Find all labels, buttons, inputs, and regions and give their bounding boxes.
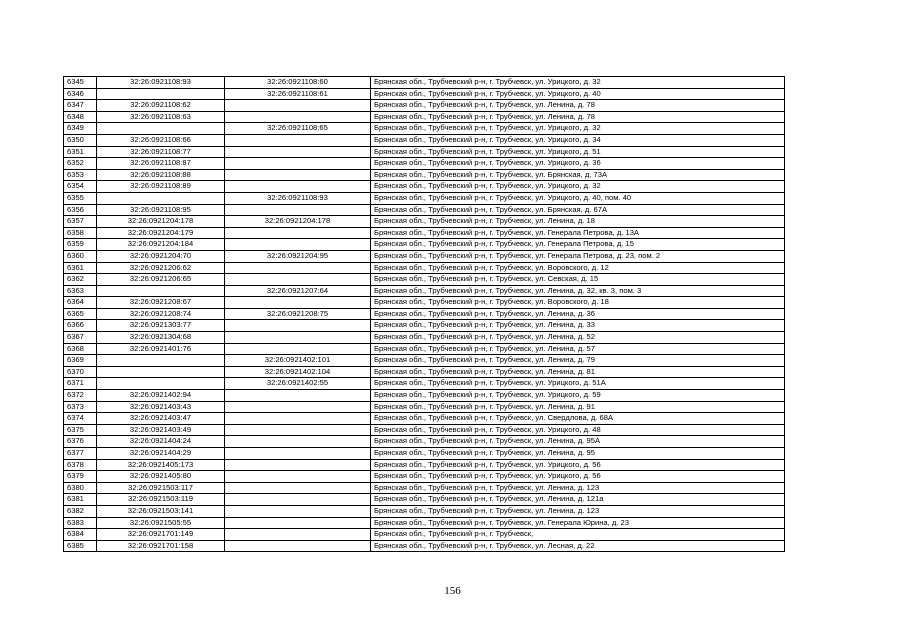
row-number-cell: 6362 [64,274,97,286]
address-cell: Брянская обл., Трубчевский р-н, г. Трубчевск, ул. Ленина, д. 123 [371,505,785,517]
row-number-cell: 6385 [64,540,97,552]
address-cell: Брянская обл., Трубчевский р-н, г. Трубчевск, ул. Генерала Петрова, д. 23, пом. 2 [371,250,785,262]
table-row [64,181,785,193]
table-row [64,401,785,413]
cadastral-table-body [64,77,785,552]
table-row [64,343,785,355]
address-cell: Брянская обл., Трубчевский р-н, г. Трубчевск, ул. Брянская, д. 67А [371,204,785,216]
table-row [64,274,785,286]
row-number-cell: 6345 [64,77,97,89]
page-number: 156 [444,585,461,597]
row-number-cell: 6347 [64,100,97,112]
address-cell: Брянская обл., Трубчевский р-н, г. Трубчевск, ул. Ленина, д. 18 [371,216,785,228]
cadastral-number-cell [225,448,371,460]
cadastral-number-cell [225,401,371,413]
address-cell: Брянская обл., Трубчевский р-н, г. Трубчевск, ул. Ленина, д. 78 [371,100,785,112]
table-row [64,390,785,402]
cadastral-number-cell: 32:26:0921404:24 [97,436,225,448]
cadastral-number-cell [225,505,371,517]
row-number-cell: 6358 [64,227,97,239]
table-row [64,332,785,344]
cadastral-number-cell: 32:26:0921405:173 [97,459,225,471]
address-cell: Брянская обл., Трубчевский р-н, г. Трубчевск, ул. Севская, д. 15 [371,274,785,286]
cadastral-number-cell: 32:26:0921402:55 [225,378,371,390]
row-number-cell: 6359 [64,239,97,251]
table-row [64,77,785,89]
cadastral-number-cell [225,134,371,146]
table-row [64,285,785,297]
cadastral-number-cell: 32:26:0921208:74 [97,308,225,320]
cadastral-number-cell [225,517,371,529]
cadastral-number-cell: 32:26:0921208:75 [225,308,371,320]
table-row [64,111,785,123]
row-number-cell: 6361 [64,262,97,274]
cadastral-number-cell: 32:26:0921204:70 [97,250,225,262]
table-row [64,308,785,320]
row-number-cell: 6372 [64,390,97,402]
table-row [64,482,785,494]
row-number-cell: 6355 [64,192,97,204]
cadastral-number-cell: 32:26:0921108:66 [97,134,225,146]
cadastral-number-cell [225,158,371,170]
address-cell: Брянская обл., Трубчевский р-н, г. Трубчевск, ул. Урицкого, д. 40, пом. 40 [371,192,785,204]
cadastral-number-cell [225,332,371,344]
cadastral-number-cell [225,262,371,274]
cadastral-number-cell: 32:26:0921108:87 [97,158,225,170]
row-number-cell: 6380 [64,482,97,494]
table-row [64,297,785,309]
table-row [64,123,785,135]
address-cell: Брянская обл., Трубчевский р-н, г. Трубчевск, ул. Урицкого, д. 51А [371,378,785,390]
row-number-cell: 6369 [64,355,97,367]
row-number-cell: 6377 [64,448,97,460]
row-number-cell: 6346 [64,88,97,100]
cadastral-number-cell [225,239,371,251]
row-number-cell: 6356 [64,204,97,216]
table-row [64,424,785,436]
address-cell: Брянская обл., Трубчевский р-н, г. Трубчевск, ул. Брянская, д. 73А [371,169,785,181]
address-cell: Брянская обл., Трубчевский р-н, г. Трубчевск, ул. Воровского, д. 12 [371,262,785,274]
cadastral-number-cell [225,540,371,552]
cadastral-number-cell: 32:26:0921403:43 [97,401,225,413]
address-cell: Брянская обл., Трубчевский р-н, г. Трубчевск, ул. Ленина, д. 121а [371,494,785,506]
address-cell: Брянская обл., Трубчевский р-н, г. Трубчевск, ул. Ленина, д. 78 [371,111,785,123]
cadastral-number-cell: 32:26:0921503:119 [97,494,225,506]
table-row [64,192,785,204]
cadastral-number-cell: 32:26:0921401:76 [97,343,225,355]
table-row [64,204,785,216]
row-number-cell: 6373 [64,401,97,413]
cadastral-number-cell: 32:26:0921108:93 [97,77,225,89]
cadastral-number-cell: 32:26:0921108:88 [97,169,225,181]
cadastral-number-cell: 32:26:0921207:64 [225,285,371,297]
address-cell: Брянская обл., Трубчевский р-н, г. Трубчевск, ул. Урицкого, д. 34 [371,134,785,146]
row-number-cell: 6368 [64,343,97,355]
cadastral-number-cell [225,424,371,436]
cadastral-number-cell: 32:26:0921204:179 [97,227,225,239]
cadastral-number-cell [225,204,371,216]
address-cell: Брянская обл., Трубчевский р-н, г. Трубчевск, ул. Урицкого, д. 32 [371,181,785,193]
table-row [64,100,785,112]
cadastral-number-cell: 32:26:0921304:68 [97,332,225,344]
address-cell: Брянская обл., Трубчевский р-н, г. Трубчевск, ул. Генерала Петрова, д. 15 [371,239,785,251]
cadastral-number-cell: 32:26:0921402:94 [97,390,225,402]
row-number-cell: 6378 [64,459,97,471]
cadastral-number-cell: 32:26:0921405:80 [97,471,225,483]
address-cell: Брянская обл., Трубчевский р-н, г. Трубчевск, ул. Ленина, д. 57 [371,343,785,355]
address-cell: Брянская обл., Трубчевский р-н, г. Трубчевск, ул. Свердлова, д. 68А [371,413,785,425]
address-cell: Брянская обл., Трубчевский р-н, г. Трубчевск, ул. Лесная, д. 22 [371,540,785,552]
row-number-cell: 6376 [64,436,97,448]
cadastral-number-cell [225,146,371,158]
cadastral-number-cell: 32:26:0921108:62 [97,100,225,112]
cadastral-number-cell: 32:26:0921108:65 [225,123,371,135]
table-row [64,320,785,332]
row-number-cell: 6367 [64,332,97,344]
row-number-cell: 6366 [64,320,97,332]
table-row [64,448,785,460]
row-number-cell: 6354 [64,181,97,193]
address-cell: Брянская обл., Трубчевский р-н, г. Трубчевск, ул. Ленина, д. 81 [371,366,785,378]
table-row [64,227,785,239]
table-row [64,459,785,471]
address-cell: Брянская обл., Трубчевский р-н, г. Трубчевск, ул. Урицкого, д. 40 [371,88,785,100]
address-cell: Брянская обл., Трубчевский р-н, г. Трубчевск, ул. Урицкого, д. 59 [371,390,785,402]
address-cell: Брянская обл., Трубчевский р-н, г. Трубчевск, ул. Ленина, д. 36 [371,308,785,320]
address-cell: Брянская обл., Трубчевский р-н, г. Трубчевск, ул. Ленина, д. 52 [371,332,785,344]
table-row [64,262,785,274]
address-cell: Брянская обл., Трубчевский р-н, г. Трубчевск, ул. Урицкого, д. 36 [371,158,785,170]
row-number-cell: 6351 [64,146,97,158]
table-row [64,505,785,517]
cadastral-number-cell [225,181,371,193]
cadastral-number-cell: 32:26:0921404:29 [97,448,225,460]
row-number-cell: 6363 [64,285,97,297]
cadastral-number-cell: 32:26:0921403:49 [97,424,225,436]
cadastral-number-cell: 32:26:0921204:95 [225,250,371,262]
cadastral-number-cell [97,285,225,297]
cadastral-number-cell [225,494,371,506]
row-number-cell: 6375 [64,424,97,436]
cadastral-number-cell [225,459,371,471]
table-row [64,378,785,390]
cadastral-number-cell [225,471,371,483]
cadastral-number-cell [225,390,371,402]
cadastral-number-cell [225,227,371,239]
cadastral-number-cell [97,192,225,204]
address-cell: Брянская обл., Трубчевский р-н, г. Трубчевск, [371,529,785,541]
cadastral-number-cell [225,111,371,123]
cadastral-number-cell [97,355,225,367]
row-number-cell: 6379 [64,471,97,483]
table-row [64,134,785,146]
table-row [64,494,785,506]
cadastral-number-cell: 32:26:0921303:77 [97,320,225,332]
row-number-cell: 6350 [64,134,97,146]
cadastral-table [63,76,785,552]
cadastral-number-cell: 32:26:0921108:61 [225,88,371,100]
cadastral-number-cell [97,366,225,378]
cadastral-number-cell: 32:26:0921402:101 [225,355,371,367]
cadastral-number-cell: 32:26:0921108:60 [225,77,371,89]
table-row [64,517,785,529]
address-cell: Брянская обл., Трубчевский р-н, г. Трубчевск, ул. Ленина, д. 95 [371,448,785,460]
cadastral-number-cell [225,169,371,181]
table-row [64,413,785,425]
address-cell: Брянская обл., Трубчевский р-н, г. Трубчевск, ул. Урицкого, д. 32 [371,123,785,135]
row-number-cell: 6357 [64,216,97,228]
row-number-cell: 6370 [64,366,97,378]
cadastral-number-cell: 32:26:0921402:104 [225,366,371,378]
address-cell: Брянская обл., Трубчевский р-н, г. Трубчевск, ул. Урицкого, д. 51 [371,146,785,158]
table-row [64,529,785,541]
cadastral-number-cell: 32:26:0921701:149 [97,529,225,541]
address-cell: Брянская обл., Трубчевский р-н, г. Трубчевск, ул. Ленина, д. 79 [371,355,785,367]
address-cell: Брянская обл., Трубчевский р-н, г. Трубчевск, ул. Ленина, д. 91 [371,401,785,413]
cadastral-number-cell [225,274,371,286]
cadastral-number-cell [225,320,371,332]
row-number-cell: 6371 [64,378,97,390]
row-number-cell: 6352 [64,158,97,170]
cadastral-number-cell [225,343,371,355]
address-cell: Брянская обл., Трубчевский р-н, г. Трубчевск, ул. Генерала Юрина, д. 23 [371,517,785,529]
cadastral-number-cell: 32:26:0921505:55 [97,517,225,529]
table-row [64,239,785,251]
cadastral-number-cell: 32:26:0921108:95 [97,204,225,216]
cadastral-number-cell [225,297,371,309]
address-cell: Брянская обл., Трубчевский р-н, г. Трубчевск, ул. Урицкого, д. 56 [371,471,785,483]
cadastral-number-cell: 32:26:0921503:117 [97,482,225,494]
row-number-cell: 6384 [64,529,97,541]
cadastral-number-cell [97,88,225,100]
table-row [64,146,785,158]
row-number-cell: 6353 [64,169,97,181]
table-row [64,471,785,483]
cadastral-number-cell [225,482,371,494]
row-number-cell: 6383 [64,517,97,529]
row-number-cell: 6349 [64,123,97,135]
cadastral-number-cell [97,378,225,390]
table-row [64,158,785,170]
cadastral-number-cell [97,123,225,135]
cadastral-number-cell: 32:26:0921206:65 [97,274,225,286]
cadastral-number-cell: 32:26:0921108:63 [97,111,225,123]
table-row [64,169,785,181]
address-cell: Брянская обл., Трубчевский р-н, г. Трубчевск, ул. Ленина, д. 32, кв. 3, пом. 3 [371,285,785,297]
cadastral-number-cell: 32:26:0921204:184 [97,239,225,251]
row-number-cell: 6360 [64,250,97,262]
cadastral-number-cell: 32:26:0921503:141 [97,505,225,517]
row-number-cell: 6374 [64,413,97,425]
cadastral-number-cell: 32:26:0921206:62 [97,262,225,274]
address-cell: Брянская обл., Трубчевский р-н, г. Трубчевск, ул. Ленина, д. 95А [371,436,785,448]
address-cell: Брянская обл., Трубчевский р-н, г. Трубчевск, ул. Урицкого, д. 48 [371,424,785,436]
row-number-cell: 6348 [64,111,97,123]
table-row [64,250,785,262]
table-row [64,366,785,378]
table-row [64,88,785,100]
table-row [64,540,785,552]
row-number-cell: 6364 [64,297,97,309]
cadastral-number-cell: 32:26:0921108:93 [225,192,371,204]
address-cell: Брянская обл., Трубчевский р-н, г. Трубчевск, ул. Урицкого, д. 56 [371,459,785,471]
cadastral-number-cell: 32:26:0921208:67 [97,297,225,309]
cadastral-number-cell: 32:26:0921403:47 [97,413,225,425]
cadastral-number-cell: 32:26:0921204:178 [97,216,225,228]
address-cell: Брянская обл., Трубчевский р-н, г. Трубчевск, ул. Генерала Петрова, д. 13А [371,227,785,239]
address-cell: Брянская обл., Трубчевский р-н, г. Трубчевск, ул. Ленина, д. 33 [371,320,785,332]
address-cell: Брянская обл., Трубчевский р-н, г. Трубчевск, ул. Урицкого, д. 32 [371,77,785,89]
row-number-cell: 6365 [64,308,97,320]
table-row [64,216,785,228]
cadastral-number-cell: 32:26:0921108:89 [97,181,225,193]
table-row [64,355,785,367]
cadastral-number-cell: 32:26:0921701:158 [97,540,225,552]
cadastral-number-cell: 32:26:0921204:178 [225,216,371,228]
cadastral-number-cell [225,529,371,541]
address-cell: Брянская обл., Трубчевский р-н, г. Трубчевск, ул. Ленина, д. 123 [371,482,785,494]
address-cell: Брянская обл., Трубчевский р-н, г. Трубчевск, ул. Воровского, д. 18 [371,297,785,309]
table-row [64,436,785,448]
row-number-cell: 6382 [64,505,97,517]
cadastral-number-cell [225,100,371,112]
cadastral-number-cell [225,436,371,448]
cadastral-number-cell [225,413,371,425]
row-number-cell: 6381 [64,494,97,506]
cadastral-number-cell: 32:26:0921108:77 [97,146,225,158]
